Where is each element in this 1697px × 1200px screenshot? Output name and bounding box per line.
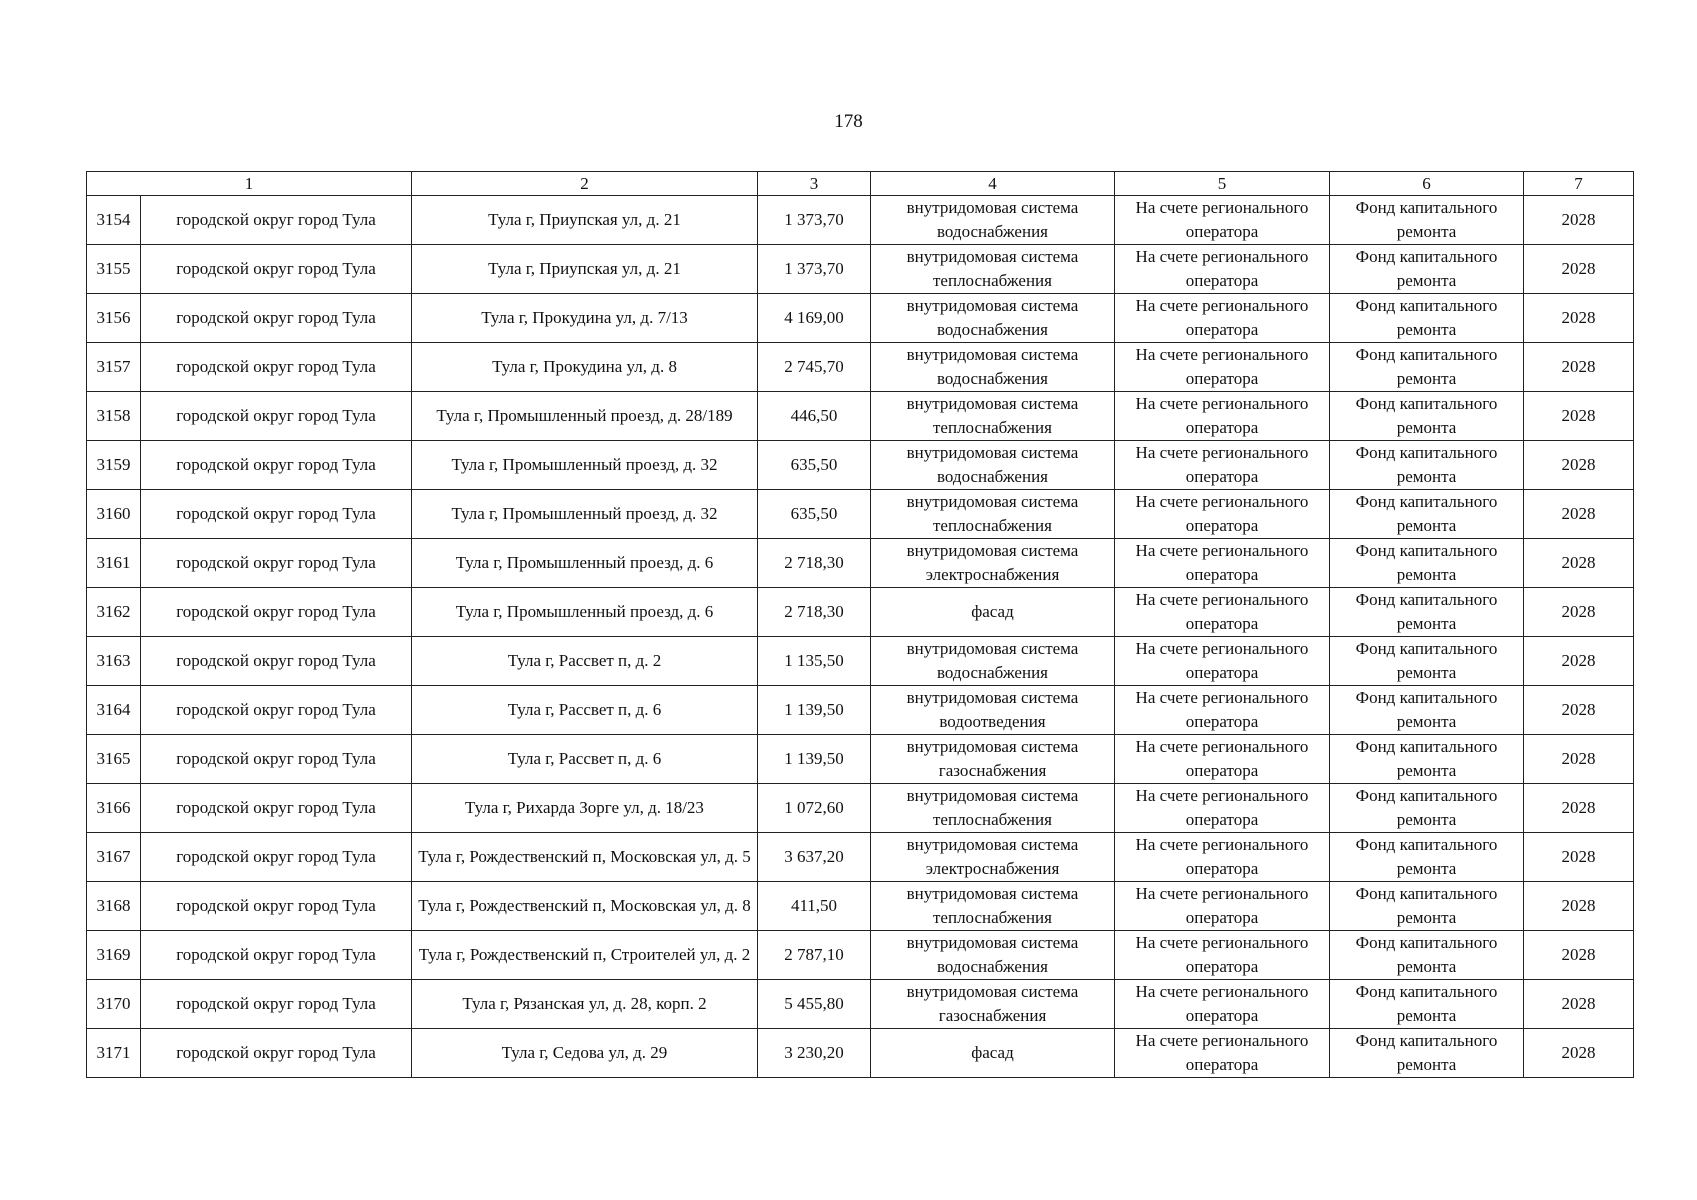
system-cell: внутридомовая система теплоснабжения (871, 245, 1115, 294)
area-cell: 1 373,70 (758, 196, 871, 245)
address-cell: Тула г, Прокудина ул, д. 8 (412, 343, 758, 392)
fund-cell: Фонд капитального ремонта (1330, 980, 1524, 1029)
header-row (87, 172, 1634, 196)
system-cell: внутридомовая система водоснабжения (871, 931, 1115, 980)
year-cell: 2028 (1524, 882, 1634, 931)
address-cell: Тула г, Промышленный проезд, д. 32 (412, 441, 758, 490)
system-cell: внутридомовая система электроснабжения (871, 539, 1115, 588)
year-cell: 2028 (1524, 294, 1634, 343)
system-cell: внутридомовая система водоснабжения (871, 343, 1115, 392)
fund-cell: Фонд капитального ремонта (1330, 245, 1524, 294)
account-cell: На счете регионального оператора (1115, 490, 1330, 539)
column-header: 6 (1330, 172, 1524, 196)
row-number: 3161 (87, 539, 141, 588)
system-cell: внутридомовая система водоснабжения (871, 294, 1115, 343)
address-cell: Тула г, Рассвет п, д. 6 (412, 735, 758, 784)
municipality-cell: городской округ город Тула (141, 588, 412, 637)
system-cell: внутридомовая система теплоснабжения (871, 490, 1115, 539)
municipality-cell: городской округ город Тула (141, 637, 412, 686)
year-cell: 2028 (1524, 931, 1634, 980)
row-number: 3169 (87, 931, 141, 980)
municipality-cell: городской округ город Тула (141, 196, 412, 245)
column-header: 3 (758, 172, 871, 196)
row-number: 3156 (87, 294, 141, 343)
system-cell: внутридомовая система электроснабжения (871, 833, 1115, 882)
row-number: 3157 (87, 343, 141, 392)
fund-cell: Фонд капитального ремонта (1330, 392, 1524, 441)
municipality-cell: городской округ город Тула (141, 931, 412, 980)
municipality-cell: городской округ город Тула (141, 833, 412, 882)
area-cell: 3 230,20 (758, 1029, 871, 1078)
area-cell: 4 169,00 (758, 294, 871, 343)
table-row (87, 833, 1634, 882)
table-row (87, 343, 1634, 392)
table-row (87, 931, 1634, 980)
fund-cell: Фонд капитального ремонта (1330, 490, 1524, 539)
row-number: 3167 (87, 833, 141, 882)
account-cell: На счете регионального оператора (1115, 882, 1330, 931)
column-header: 4 (871, 172, 1115, 196)
fund-cell: Фонд капитального ремонта (1330, 833, 1524, 882)
year-cell: 2028 (1524, 784, 1634, 833)
address-cell: Тула г, Промышленный проезд, д. 28/189 (412, 392, 758, 441)
year-cell: 2028 (1524, 539, 1634, 588)
row-number: 3164 (87, 686, 141, 735)
area-cell: 635,50 (758, 441, 871, 490)
page-number: 178 (834, 111, 863, 132)
account-cell: На счете регионального оператора (1115, 294, 1330, 343)
year-cell: 2028 (1524, 441, 1634, 490)
area-cell: 2 745,70 (758, 343, 871, 392)
row-number: 3158 (87, 392, 141, 441)
fund-cell: Фонд капитального ремонта (1330, 882, 1524, 931)
account-cell: На счете регионального оператора (1115, 1029, 1330, 1078)
municipality-cell: городской округ город Тула (141, 539, 412, 588)
column-header: 7 (1524, 172, 1634, 196)
municipality-cell: городской округ город Тула (141, 735, 412, 784)
area-cell: 1 139,50 (758, 735, 871, 784)
table-row (87, 882, 1634, 931)
account-cell: На счете регионального оператора (1115, 343, 1330, 392)
account-cell: На счете регионального оператора (1115, 931, 1330, 980)
municipality-cell: городской округ город Тула (141, 686, 412, 735)
area-cell: 446,50 (758, 392, 871, 441)
row-number: 3163 (87, 637, 141, 686)
address-cell: Тула г, Рихарда Зорге ул, д. 18/23 (412, 784, 758, 833)
row-number: 3168 (87, 882, 141, 931)
address-cell: Тула г, Приупская ул, д. 21 (412, 196, 758, 245)
row-number: 3166 (87, 784, 141, 833)
area-cell: 5 455,80 (758, 980, 871, 1029)
system-cell: внутридомовая система теплоснабжения (871, 784, 1115, 833)
municipality-cell: городской округ город Тула (141, 245, 412, 294)
area-cell: 3 637,20 (758, 833, 871, 882)
table-row (87, 539, 1634, 588)
year-cell: 2028 (1524, 588, 1634, 637)
table-row (87, 490, 1634, 539)
fund-cell: Фонд капитального ремонта (1330, 196, 1524, 245)
account-cell: На счете регионального оператора (1115, 784, 1330, 833)
address-cell: Тула г, Промышленный проезд, д. 32 (412, 490, 758, 539)
fund-cell: Фонд капитального ремонта (1330, 784, 1524, 833)
fund-cell: Фонд капитального ремонта (1330, 539, 1524, 588)
year-cell: 2028 (1524, 490, 1634, 539)
municipality-cell: городской округ город Тула (141, 392, 412, 441)
address-cell: Тула г, Седова ул, д. 29 (412, 1029, 758, 1078)
row-number: 3171 (87, 1029, 141, 1078)
area-cell: 1 072,60 (758, 784, 871, 833)
fund-cell: Фонд капитального ремонта (1330, 588, 1524, 637)
fund-cell: Фонд капитального ремонта (1330, 441, 1524, 490)
area-cell: 1 135,50 (758, 637, 871, 686)
fund-cell: Фонд капитального ремонта (1330, 343, 1524, 392)
year-cell: 2028 (1524, 833, 1634, 882)
table-row (87, 1029, 1634, 1078)
table-row (87, 588, 1634, 637)
system-cell: внутридомовая система теплоснабжения (871, 882, 1115, 931)
municipality-cell: городской округ город Тула (141, 343, 412, 392)
table-row (87, 784, 1634, 833)
municipality-cell: городской округ город Тула (141, 490, 412, 539)
year-cell: 2028 (1524, 735, 1634, 784)
account-cell: На счете регионального оператора (1115, 588, 1330, 637)
address-cell: Тула г, Рождественский п, Строителей ул, д. 2 (412, 931, 758, 980)
system-cell: фасад (871, 1029, 1115, 1078)
table-row (87, 245, 1634, 294)
account-cell: На счете регионального оператора (1115, 735, 1330, 784)
account-cell: На счете регионального оператора (1115, 539, 1330, 588)
municipality-cell: городской округ город Тула (141, 441, 412, 490)
year-cell: 2028 (1524, 392, 1634, 441)
table-row (87, 637, 1634, 686)
area-cell: 1 139,50 (758, 686, 871, 735)
row-number: 3170 (87, 980, 141, 1029)
row-number: 3162 (87, 588, 141, 637)
address-cell: Тула г, Рождественский п, Московская ул, д. 8 (412, 882, 758, 931)
area-cell: 2 718,30 (758, 588, 871, 637)
table-row (87, 392, 1634, 441)
table-row (87, 686, 1634, 735)
year-cell: 2028 (1524, 343, 1634, 392)
year-cell: 2028 (1524, 637, 1634, 686)
year-cell: 2028 (1524, 980, 1634, 1029)
registry-table (86, 171, 1634, 1078)
row-number: 3165 (87, 735, 141, 784)
account-cell: На счете регионального оператора (1115, 833, 1330, 882)
account-cell: На счете регионального оператора (1115, 392, 1330, 441)
row-number: 3154 (87, 196, 141, 245)
table-row (87, 196, 1634, 245)
year-cell: 2028 (1524, 245, 1634, 294)
system-cell: внутридомовая система газоснабжения (871, 980, 1115, 1029)
municipality-cell: городской округ город Тула (141, 980, 412, 1029)
account-cell: На счете регионального оператора (1115, 196, 1330, 245)
fund-cell: Фонд капитального ремонта (1330, 1029, 1524, 1078)
column-header: 1 (87, 172, 412, 196)
address-cell: Тула г, Промышленный проезд, д. 6 (412, 539, 758, 588)
area-cell: 411,50 (758, 882, 871, 931)
system-cell: фасад (871, 588, 1115, 637)
system-cell: внутридомовая система водоснабжения (871, 196, 1115, 245)
fund-cell: Фонд капитального ремонта (1330, 637, 1524, 686)
table-row (87, 980, 1634, 1029)
address-cell: Тула г, Прокудина ул, д. 7/13 (412, 294, 758, 343)
table-row (87, 735, 1634, 784)
column-header: 2 (412, 172, 758, 196)
fund-cell: Фонд капитального ремонта (1330, 294, 1524, 343)
system-cell: внутридомовая система водоснабжения (871, 637, 1115, 686)
system-cell: внутридомовая система водоотведения (871, 686, 1115, 735)
account-cell: На счете регионального оператора (1115, 686, 1330, 735)
fund-cell: Фонд капитального ремонта (1330, 735, 1524, 784)
system-cell: внутридомовая система водоснабжения (871, 441, 1115, 490)
area-cell: 635,50 (758, 490, 871, 539)
municipality-cell: городской округ город Тула (141, 294, 412, 343)
municipality-cell: городской округ город Тула (141, 784, 412, 833)
fund-cell: Фонд капитального ремонта (1330, 931, 1524, 980)
account-cell: На счете регионального оператора (1115, 980, 1330, 1029)
account-cell: На счете регионального оператора (1115, 441, 1330, 490)
table-row (87, 441, 1634, 490)
address-cell: Тула г, Рассвет п, д. 2 (412, 637, 758, 686)
address-cell: Тула г, Приупская ул, д. 21 (412, 245, 758, 294)
table-row (87, 294, 1634, 343)
municipality-cell: городской округ город Тула (141, 1029, 412, 1078)
account-cell: На счете регионального оператора (1115, 245, 1330, 294)
area-cell: 2 718,30 (758, 539, 871, 588)
address-cell: Тула г, Рязанская ул, д. 28, корп. 2 (412, 980, 758, 1029)
column-header: 5 (1115, 172, 1330, 196)
account-cell: На счете регионального оператора (1115, 637, 1330, 686)
area-cell: 2 787,10 (758, 931, 871, 980)
municipality-cell: городской округ город Тула (141, 882, 412, 931)
address-cell: Тула г, Промышленный проезд, д. 6 (412, 588, 758, 637)
year-cell: 2028 (1524, 686, 1634, 735)
system-cell: внутридомовая система теплоснабжения (871, 392, 1115, 441)
area-cell: 1 373,70 (758, 245, 871, 294)
row-number: 3155 (87, 245, 141, 294)
address-cell: Тула г, Рождественский п, Московская ул, д. 5 (412, 833, 758, 882)
year-cell: 2028 (1524, 1029, 1634, 1078)
address-cell: Тула г, Рассвет п, д. 6 (412, 686, 758, 735)
table-body (87, 196, 1634, 1078)
row-number: 3160 (87, 490, 141, 539)
year-cell: 2028 (1524, 196, 1634, 245)
fund-cell: Фонд капитального ремонта (1330, 686, 1524, 735)
row-number: 3159 (87, 441, 141, 490)
system-cell: внутридомовая система газоснабжения (871, 735, 1115, 784)
